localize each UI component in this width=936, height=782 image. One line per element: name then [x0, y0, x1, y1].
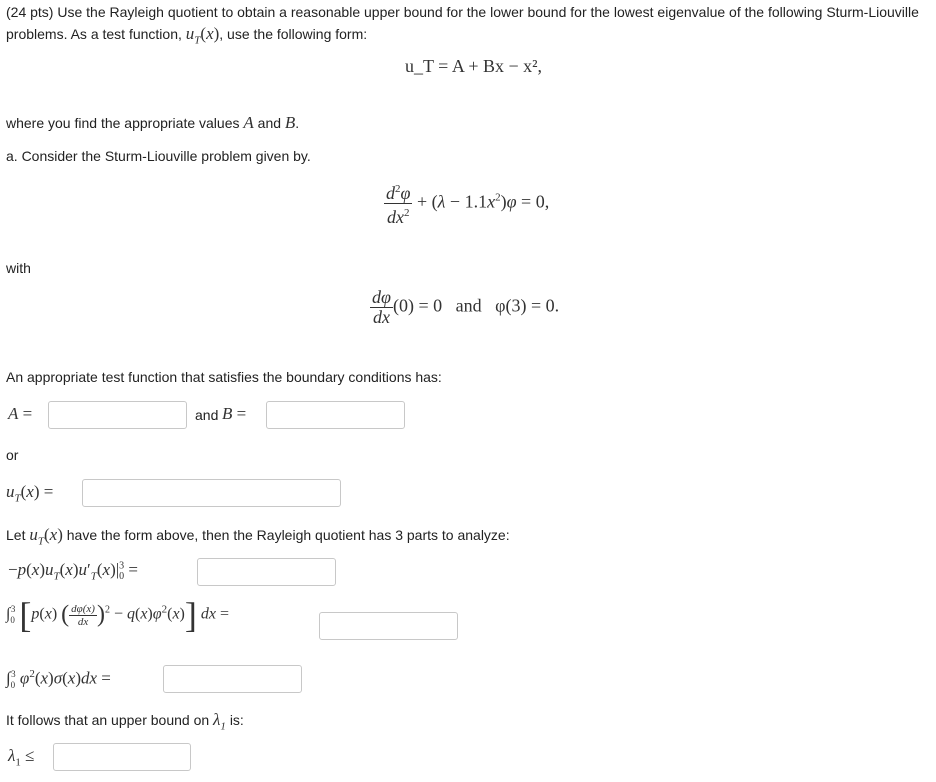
- boundary-conditions: $\frac{d\varphi}{dx}$ (0) = 0 and φ(3) = 0.: [372, 287, 560, 327]
- boundary-term-label: $-p(x)u_T(x)u'_T(x)|^3_0$ =: [8, 560, 138, 583]
- problem-statement: [6, 2, 932, 51]
- part-a-heading: a. Consider the Sturm-Liouville problem given by.: [6, 148, 311, 164]
- lambda-label: $\lambda_1$ ≤: [8, 746, 35, 769]
- integral-input[interactable]: [319, 612, 458, 640]
- and-label: and: [195, 407, 219, 423]
- ode-coefficient: 1.1: [464, 191, 488, 212]
- where-text: where you find the appropriate values A and B.: [6, 113, 300, 132]
- integral-term-label: $\int_0^3$ [p(x) ( $\frac{d\varphi(x)}{dx}$ )$^2 - q(x)\varphi^2(x)$] dx =: [6, 595, 230, 635]
- with-label: with: [6, 260, 31, 276]
- rayleigh-intro: Let $u_T(x)$ have the form above, then the Rayleigh quotient has 3 parts to analyze:: [6, 525, 510, 548]
- ut-symbol: $u_T(x)$: [185, 24, 220, 47]
- denominator-input[interactable]: [163, 665, 302, 693]
- denominator-label: $\int_0^3$ $\varphi^2(x)\sigma(x)dx$ =: [6, 668, 111, 691]
- bound-input[interactable]: [53, 743, 191, 771]
- ode-equation: $\frac{d^2\varphi}{dx^2}$ + $(\lambda - 1.1x^2)\varphi = 0$,: [384, 180, 549, 227]
- intro-line-1: (24 pts) Use the Rayleigh quotient to obtain a reasonable upper bound for the lower bound for the lowest eigenvalue of the following Sturm-Liouville: [6, 4, 919, 20]
- boundary-term-input[interactable]: [197, 558, 336, 586]
- b-input[interactable]: [266, 401, 405, 429]
- conclusion-text: It follows that an upper bound on $\lambda_1$ is:: [6, 710, 244, 733]
- b-label: B =: [222, 404, 247, 423]
- a-input[interactable]: [48, 401, 187, 429]
- ut-input[interactable]: [82, 479, 341, 507]
- test-function-form: u_T = A + Bx − x²,: [405, 56, 543, 76]
- test-function-intro: An appropriate test function that satisfies the boundary conditions has:: [6, 369, 442, 385]
- intro-line-2: problems. As a test function, $u_T(x)$, use the following form:: [6, 24, 368, 47]
- ut-label: $u_T(x)$ =: [6, 482, 54, 505]
- or-label: or: [6, 447, 19, 463]
- a-label: A =: [8, 404, 33, 423]
